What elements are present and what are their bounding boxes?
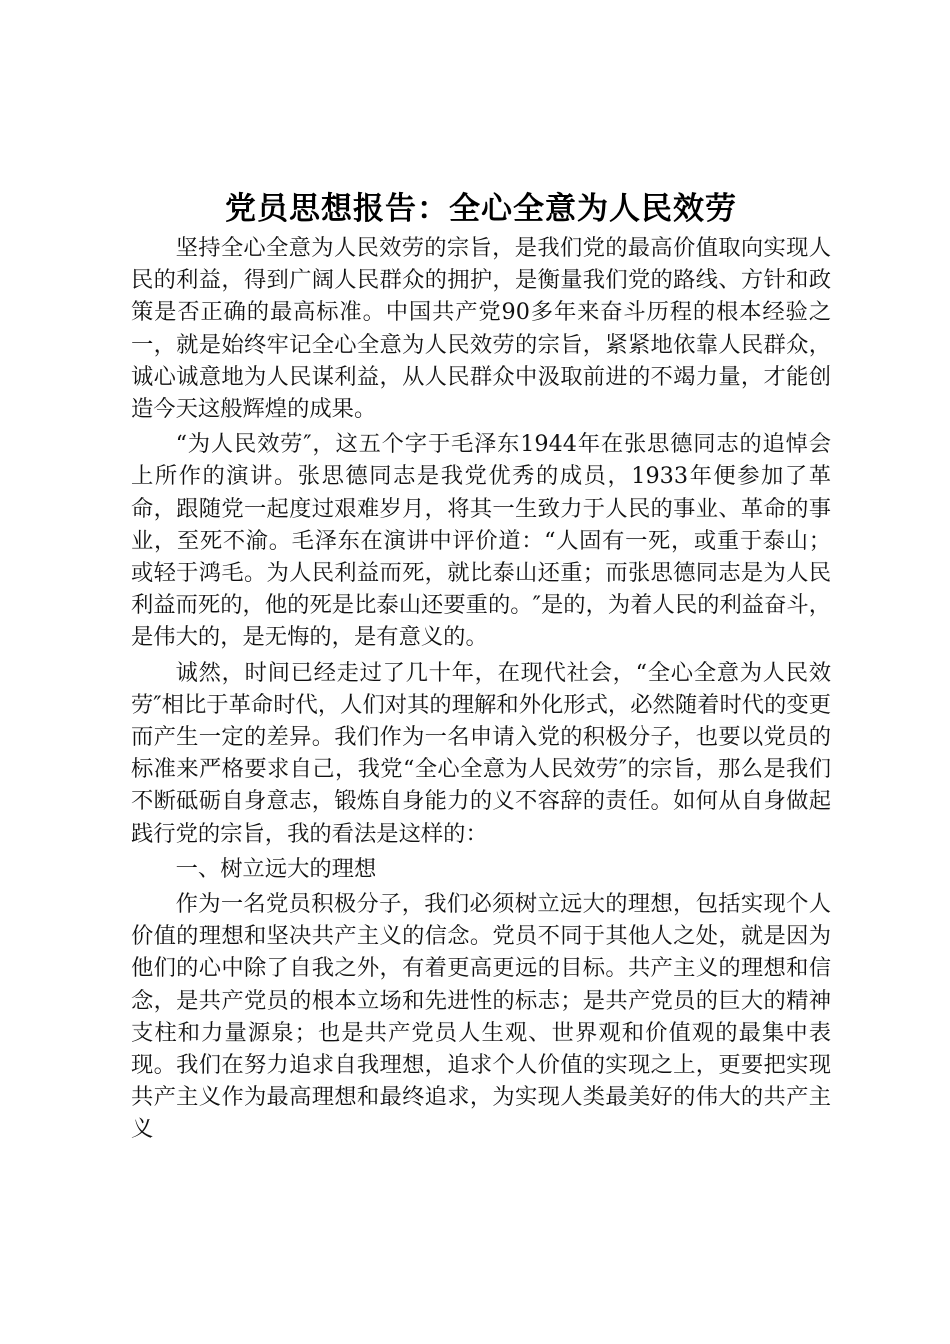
paragraph-serve-the-people: “为人民效劳″，这五个字于毛泽东1944年在张思德同志的追悼会上所作的演讲。张思德同志是我党优秀的成员，1933年便参加了革命，跟随党一起度过艰难岁月，将其一生致力于人民的事业、革命的事业，至死不渝。毛泽东在演讲中评价道：“人固有一死，或重于泰山；或轻于鸿毛。为人民利益而死，就比泰山还重；而张思德同志是为人民利益而死的，他的死是比泰山还要重的。″是的，为着人民的利益奋斗，是伟大的，是无悔的，是有意义的。: [131, 431, 831, 651]
paragraph-intro: 坚持全心全意为人民效劳的宗旨，是我们党的最高价值取向实现人民的利益，得到广阔人民群众的拥护，是衡量我们党的路线、方针和政策是否正确的最高标准。中国共产党90多年来奋斗历程的根本经验之一，就是始终牢记全心全意为人民效劳的宗旨，紧紧地依靠人民群众，诚心诚意地为人民谋利益，从人民群众中汲取前进的不竭力量，才能创造今天这般辉煌的成果。: [131, 235, 831, 423]
document-title: 党员思想报告：全心全意为人民效劳: [225, 191, 737, 227]
paragraph-modern-society: 诚然，时间已经走过了几十年，在现代社会，“全心全意为人民效劳″相比于革命时代，人们对其的理解和外化形式，必然随着时代的变更而产生一定的差异。我们作为一名申请入党的积极分子，也要以党员的标准来严格要求自己，我党“全心全意为人民效劳″的宗旨，那么是我们不断砥砺自身意志，锻炼自身能力的义不容辞的责任。如何从自身做起践行党的宗旨，我的看法是这样的：: [131, 659, 831, 847]
section-heading-ideals: 一、树立远大的理想: [175, 855, 377, 882]
document-body: [131, 186, 831, 1146]
paragraph-ideals: 作为一名党员积极分子，我们必须树立远大的理想，包括实现个人价值的理想和坚决共产主义的信念。党员不同于其他人之处，就是因为他们的心中除了自我之外，有着更高更远的目标。共产主义的理想和信念，是共产党员的根本立场和先进性的标志；是共产党员的巨大的精神支柱和力量源泉；也是共产党员人生观、世界观和价值观的最集中表现。我们在努力追求自我理想，追求个人价值的实现之上，更要把实现共产主义作为最高理想和最终追求，为实现人类最美好的伟大的共产主义: [131, 891, 831, 1143]
